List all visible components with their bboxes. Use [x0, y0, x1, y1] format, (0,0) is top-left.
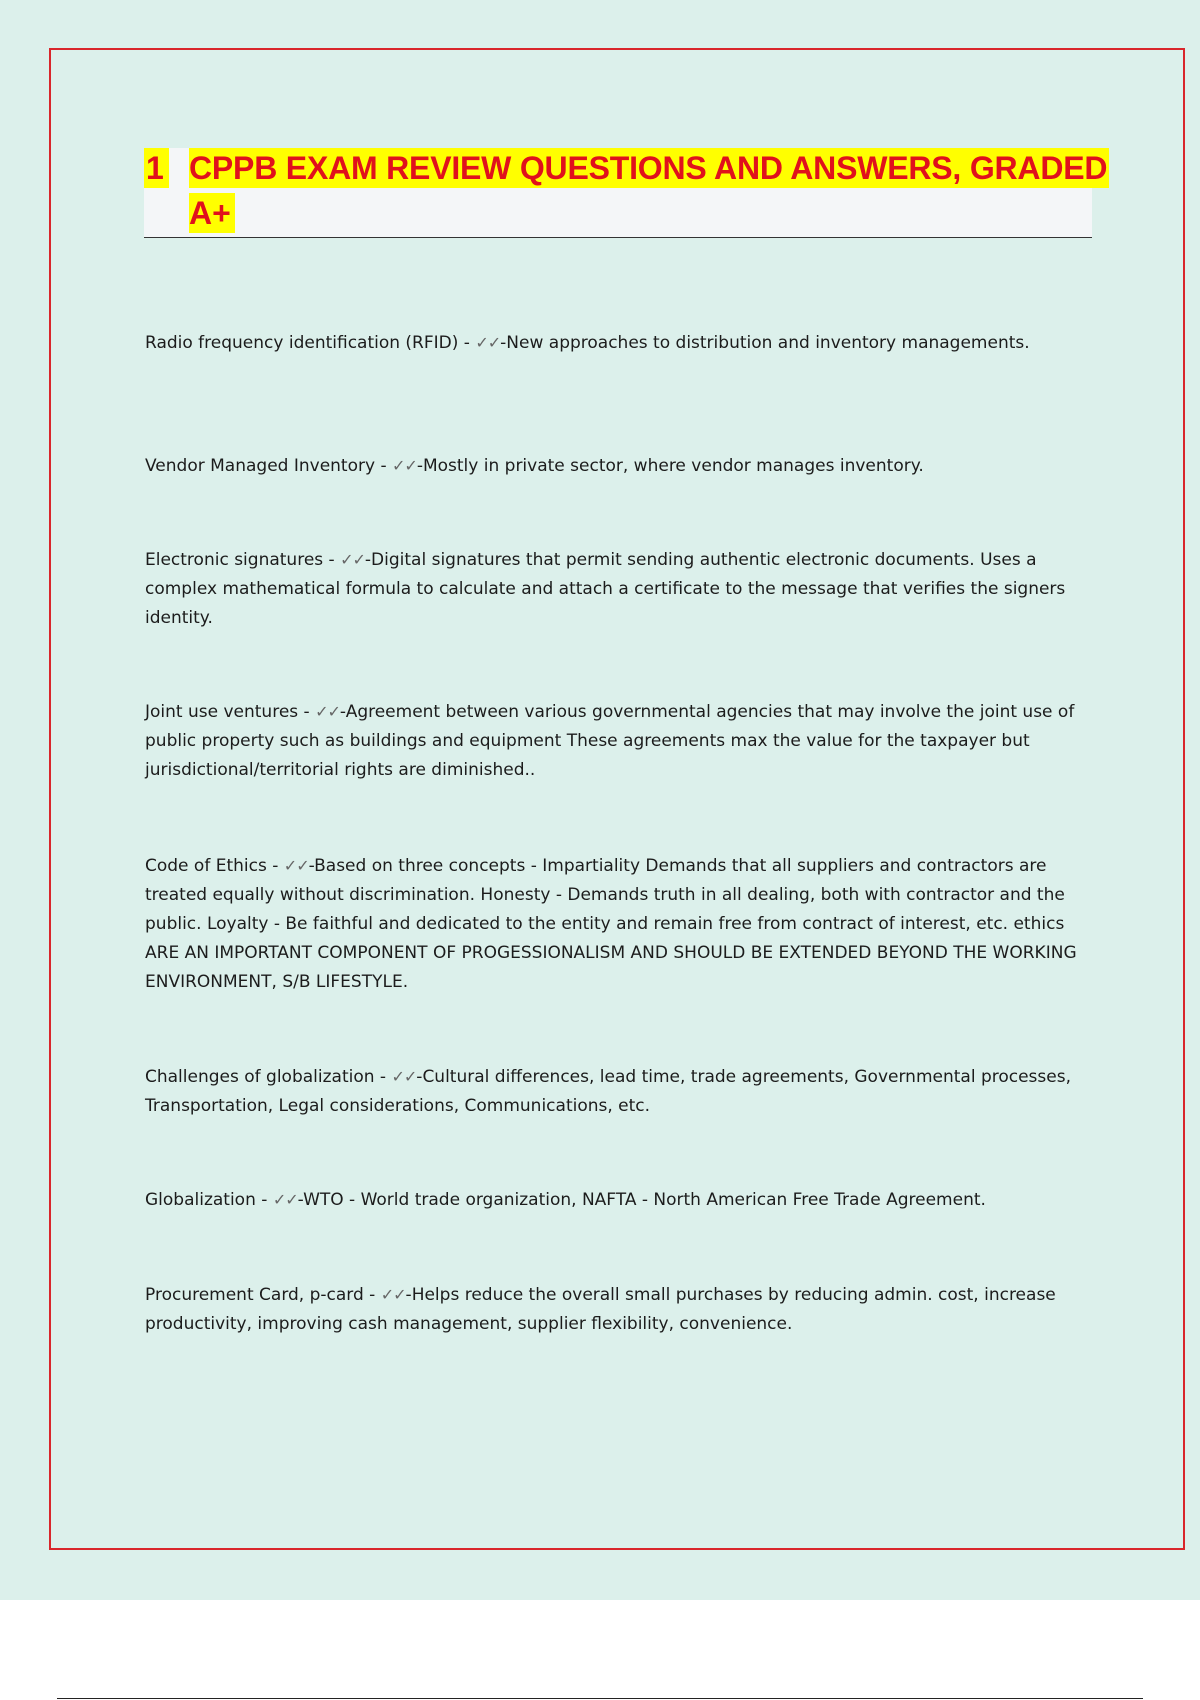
qa-item: Radio frequency identification (RFID) - ✓✓-New approaches to distribution and inventory managements. [145, 333, 1030, 353]
qa-item: Challenges of globalization - ✓✓-Cultural differences, lead time, trade agreements, Governmental processes, Transportation, Legal considerations, Communications, etc. [145, 1067, 1071, 1116]
qa-term: Electronic signatures [145, 550, 324, 570]
qa-item: Joint use ventures - ✓✓-Agreement between various governmental agencies that may involve the joint use of public property such as buildings and equipment These agreements max the value for the taxpayer but jurisdictional/territorial rights are diminished.. [145, 702, 1075, 780]
qa-term: Procurement Card, p-card [145, 1285, 364, 1305]
qa-item: Procurement Card, p-card - ✓✓-Helps reduce the overall small purchases by reducing admin. cost, increase productivity, improving cash management, supplier flexibility, convenience. [145, 1285, 1056, 1334]
double-check-icon: ✓✓ [283, 856, 309, 875]
qa-definition: WTO - World trade organization, NAFTA - North American Free Trade Agreement. [303, 1190, 986, 1210]
qa-term: Code of Ethics [145, 856, 267, 876]
double-check-icon: ✓✓ [475, 333, 501, 352]
qa-definition: Agreement between various governmental agencies that may involve the joint use of public property such as buildings and equipment These agreements max the value for the taxpayer but jurisdictional/territorial rights are diminished.. [145, 702, 1075, 780]
double-check-icon: ✓✓ [380, 1285, 406, 1304]
double-check-icon: ✓✓ [340, 550, 365, 569]
double-check-icon: ✓✓ [392, 456, 417, 475]
qa-term: Radio frequency identification (RFID) [145, 333, 459, 353]
qa-item: Globalization - ✓✓-WTO - World trade organization, NAFTA - North American Free Trade Agreement. [145, 1190, 986, 1210]
qa-item: Code of Ethics - ✓✓-Based on three concepts - Impartiality Demands that all suppliers and contractors are treated equally without discrimination. Honesty - Demands truth in all dealing, both with contractor and the public. Loyalty - Be faithful and dedicated to the entity and remain free from contract of interest, etc. ethics ARE AN IMPORTANT COMPONENT OF PROGESSIONALISM AND SHOULD BE EXTENDED BEYOND THE WORKING ENVIRONMENT, S/B LIFESTYLE. [145, 856, 1077, 992]
qa-item: Vendor Managed Inventory - ✓✓-Mostly in private sector, where vendor manages inventory. [145, 456, 924, 476]
document-title [144, 148, 1108, 238]
qa-definition: Mostly in private sector, where vendor manages inventory. [422, 456, 924, 476]
qa-item: Electronic signatures - ✓✓-Digital signatures that permit sending authentic electronic documents. Uses a complex mathematical formula to calculate and attach a certificate to the message that verifies the signers identity. [145, 550, 1066, 628]
next-page-rule [57, 1698, 1143, 1699]
qa-term: Vendor Managed Inventory [145, 456, 376, 476]
qa-definition: New approaches to distribution and inventory managements. [506, 333, 1030, 353]
heading-number: 1 [144, 148, 169, 188]
qa-term: Joint use ventures [145, 702, 299, 722]
double-check-icon: ✓✓ [391, 1067, 417, 1086]
double-check-icon: ✓✓ [272, 1190, 298, 1209]
qa-definition: Cultural differences, lead time, trade agreements, Governmental processes, Transportation, Legal considerations, Communications, etc. [145, 1067, 1071, 1116]
qa-definition: Digital signatures that permit sending authentic electronic documents. Uses a complex mathematical formula to calculate and attach a certificate to the message that verifies the signers identity. [145, 550, 1066, 628]
qa-definition: Based on three concepts - Impartiality Demands that all suppliers and contractors are treated equally without discrimination. Honesty - Demands truth in all dealing, both with contractor and the public. Loyalty - Be faithful and dedicated to the entity and remain free from contract of interest, etc. ethics ARE AN IMPORTANT COMPONENT OF PROGESSIONALISM AND SHOULD BE EXTENDED BEYOND THE WORKING ENVIRONMENT, S/B LIFESTYLE. [145, 856, 1077, 992]
qa-term: Challenges of globalization [145, 1067, 375, 1087]
qa-term: Globalization [145, 1190, 256, 1210]
title-line-2: A+ [189, 193, 235, 233]
double-check-icon: ✓✓ [315, 702, 340, 721]
title-line-1: CPPB EXAM REVIEW QUESTIONS AND ANSWERS, GRADED [189, 150, 1108, 186]
qa-definition: Helps reduce the overall small purchases by reducing admin. cost, increase productivity, improving cash management, supplier flexibility, convenience. [145, 1285, 1056, 1334]
